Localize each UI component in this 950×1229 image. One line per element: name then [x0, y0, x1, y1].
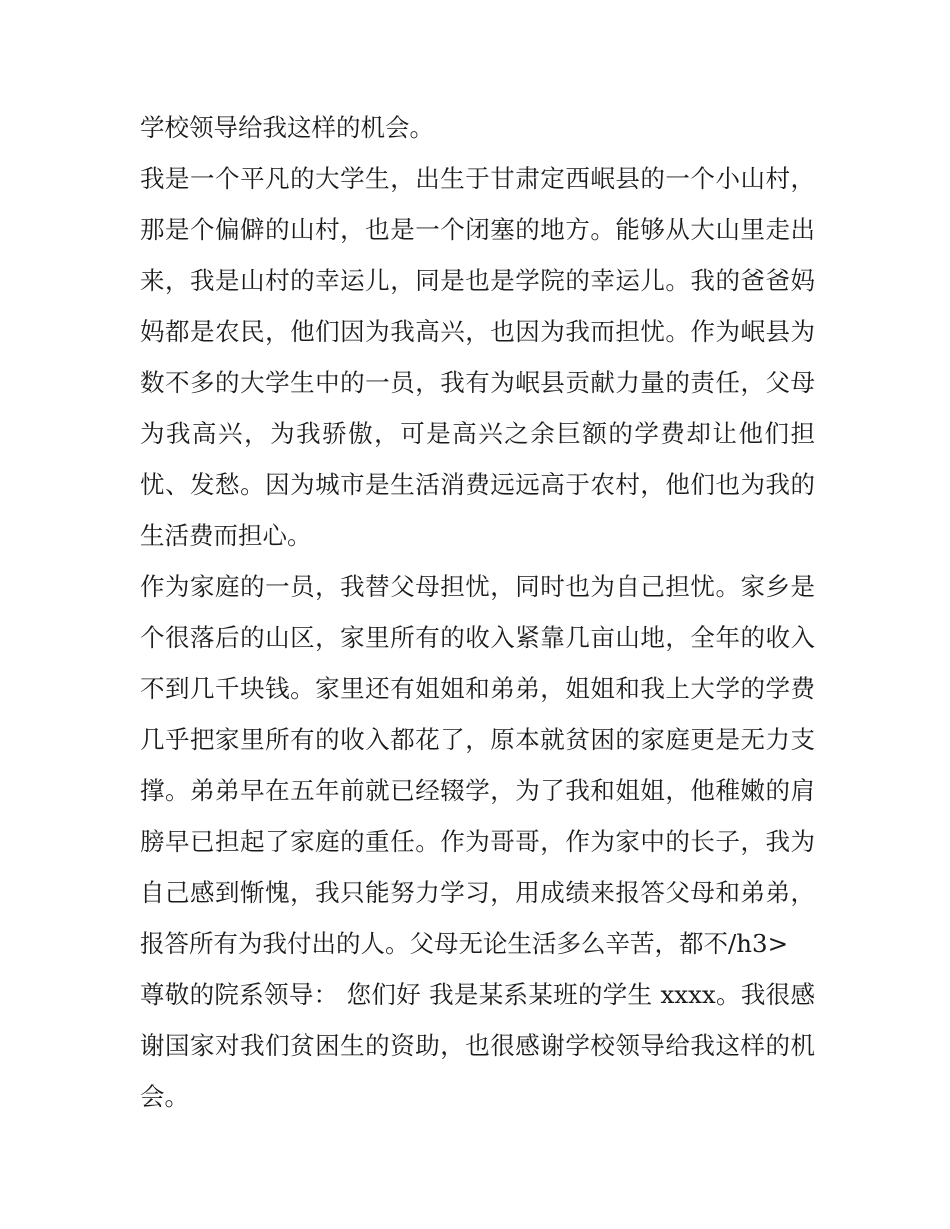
text-line: 作为家庭的一员，我替父母担忧，同时也为自己担忧。家乡是 — [140, 572, 815, 601]
text-line: 生活费而担心。 — [140, 521, 312, 550]
text-line: 忧、发愁。因为城市是生活消费远远高于农村，他们也为我的 — [140, 470, 815, 499]
text-line: 自己感到惭愧，我只能努力学习，用成绩来报答父母和弟弟， — [140, 878, 815, 907]
text-line: 为我高兴，为我骄傲，可是高兴之余巨额的学费却让他们担 — [140, 419, 815, 448]
text-line: 撑。弟弟早在五年前就已经辍学，为了我和姐姐，他稚嫩的肩 — [140, 776, 815, 805]
text-line: 数不多的大学生中的一员，我有为岷县贡献力量的责任，父母 — [140, 368, 815, 397]
text-line: 来，我是山村的幸运儿，同是也是学院的幸运儿。我的爸爸妈 — [140, 266, 815, 295]
text-line: 尊敬的院系领导： 您们好 我是某系某班的学生 xxxx。我很感 — [140, 980, 815, 1009]
text-line: 几乎把家里所有的收入都花了，原本就贫困的家庭更是无力支 — [140, 725, 815, 754]
text-line: 报答所有为我付出的人。父母无论生活多么辛苦，都不/h3> — [140, 929, 789, 958]
text-line: 不到几千块钱。家里还有姐姐和弟弟，姐姐和我上大学的学费 — [140, 674, 815, 703]
text-line: 会。 — [140, 1082, 189, 1111]
text-line: 我是一个平凡的大学生，出生于甘肃定西岷县的一个小山村， — [140, 164, 815, 193]
text-line: 个很落后的山区，家里所有的收入紧靠几亩山地，全年的收入 — [140, 623, 815, 652]
text-line: 学校领导给我这样的机会。 — [140, 113, 434, 142]
text-line: 谢国家对我们贫困生的资助，也很感谢学校领导给我这样的机 — [140, 1031, 815, 1060]
text-line: 妈都是农民，他们因为我高兴，也因为我而担忧。作为岷县为 — [140, 317, 815, 346]
text-line: 膀早已担起了家庭的重任。作为哥哥，作为家中的长子，我为 — [140, 827, 815, 856]
text-line: 那是个偏僻的山村，也是一个闭塞的地方。能够从大山里走出 — [140, 215, 815, 244]
